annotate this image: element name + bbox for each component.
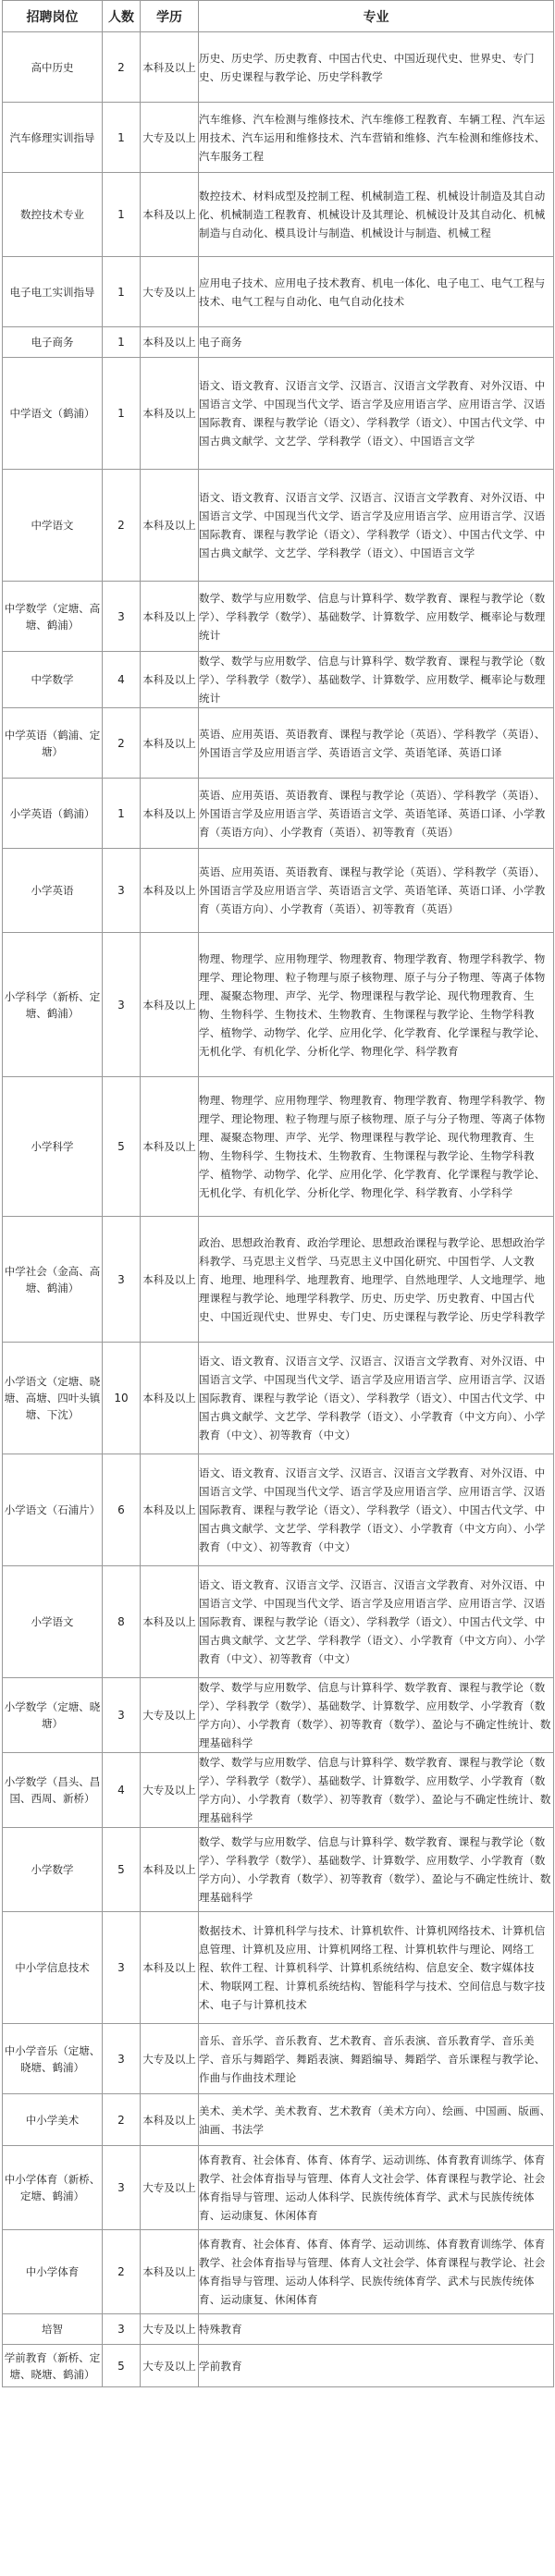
- major-cell: 数学、数学与应用数学、信息与计算科学、数学教育、课程与教学论（数学）、学科教学（数学）、基础数学、计算数学、应用数学、小学教育（数学方向）、小学教育（数学）、初等教育（数学）、盈论与不确定性统计、数理基础科学: [199, 1753, 554, 1828]
- count-cell: 5: [103, 2345, 141, 2387]
- count-cell: 5: [103, 1828, 141, 1912]
- table-row: [3, 2024, 554, 2094]
- table-row: [3, 358, 554, 470]
- count-cell: 3: [103, 933, 141, 1077]
- count-cell: 8: [103, 1566, 141, 1678]
- major-cell: 语文、语文教育、汉语言文学、汉语言、汉语言文学教育、对外汉语、中国语言文学、中国现当代文学、语言学及应用语言学、应用语言学、汉语国际教育、课程与教学论（语文）、学科教学（语文）、中国古代文学、中国古典文献学、文艺学、学科教学（语文）、小学教育（中文方向）、小学教育（中文）、初等教育（中文）: [199, 1566, 554, 1678]
- education-cell: 本科及以上: [141, 32, 199, 103]
- major-cell: 英语、应用英语、英语教育、课程与教学论（英语）、学科教学（英语）、外国语言学及应用语言学、英语语言文学、英语笔译、英语口译、小学教育（英语方向）、小学教育（英语）、初等教育（英语）: [199, 849, 554, 933]
- count-cell: 1: [103, 779, 141, 849]
- count-cell: 3: [103, 849, 141, 933]
- count-cell: 3: [103, 1912, 141, 2024]
- major-cell: 电子商务: [199, 327, 554, 358]
- education-cell: 大专及以上: [141, 2345, 199, 2387]
- education-cell: 本科及以上: [141, 1454, 199, 1566]
- count-cell: 2: [103, 2094, 141, 2146]
- recruitment-table: [2, 0, 554, 2387]
- table-body: [3, 32, 554, 2387]
- position-cell: 汽车修理实训指导: [3, 103, 103, 173]
- position-cell: 中学语文: [3, 470, 103, 582]
- table-row: [3, 2230, 554, 2314]
- table-row: [3, 32, 554, 103]
- major-cell: 美术、美术学、美术教育、艺术教育（美术方向）、绘画、中国画、版画、油画、书法学: [199, 2094, 554, 2146]
- count-cell: 3: [103, 582, 141, 652]
- major-cell: 数学、数学与应用数学、信息与计算科学、数学教育、课程与教学论（数学）、学科教学（数学）、基础数学、计算数学、应用数学、小学教育（数学方向）、小学教育（数学）、初等教育（数学）、盈论与不确定性统计、数理基础科学: [199, 1828, 554, 1912]
- education-cell: 本科及以上: [141, 708, 199, 779]
- position-cell: 中学语文（鹤浦）: [3, 358, 103, 470]
- count-cell: 2: [103, 470, 141, 582]
- header-position: 招聘岗位: [3, 1, 103, 32]
- position-cell: 中学英语（鹤浦、定塘）: [3, 708, 103, 779]
- position-cell: 中小学体育（新桥、定塘、鹤浦）: [3, 2146, 103, 2230]
- position-cell: 中学数学（定塘、高塘、鹤浦）: [3, 582, 103, 652]
- table-row: [3, 257, 554, 327]
- education-cell: 本科及以上: [141, 933, 199, 1077]
- major-cell: 物理、物理学、应用物理学、物理教育、物理学教育、物理学科教学、物理学、理论物理、粒子物理与原子核物理、原子与分子物理、等离子体物理、凝聚态物理、声学、光学、物理课程与教学论、现代物理教育、生物、生物科学、生物技术、生物教育、生物课程与教学论、生物学科教学、植物学、动物学、化学、应用化学、化学教育、化学课程与教学论、无机化学、有机化学、分析化学、物理化学、科学教育、小学科学: [199, 1077, 554, 1217]
- position-cell: 培智: [3, 2314, 103, 2345]
- position-cell: 小学科学（新桥、定塘、鹤浦）: [3, 933, 103, 1077]
- position-cell: 小学英语（鹤浦）: [3, 779, 103, 849]
- education-cell: 本科及以上: [141, 779, 199, 849]
- major-cell: 音乐、音乐学、音乐教育、艺术教育、音乐表演、音乐教育学、音乐美学、音乐与舞蹈学、舞蹈表演、舞蹈编导、舞蹈学、音乐课程与教学论、作曲与作曲技术理论: [199, 2024, 554, 2094]
- count-cell: 10: [103, 1343, 141, 1454]
- count-cell: 1: [103, 103, 141, 173]
- education-cell: 大专及以上: [141, 257, 199, 327]
- table-row: [3, 582, 554, 652]
- education-cell: 大专及以上: [141, 2024, 199, 2094]
- count-cell: 1: [103, 257, 141, 327]
- position-cell: 中学社会（金高、高塘、鹤浦）: [3, 1217, 103, 1343]
- table-row: [3, 708, 554, 779]
- table-row: [3, 2146, 554, 2230]
- major-cell: 语文、语文教育、汉语言文学、汉语言、汉语言文学教育、对外汉语、中国语言文学、中国现当代文学、语言学及应用语言学、应用语言学、汉语国际教育、课程与教学论（语文）、学科教学（语文）、中国古代文学、中国古典文献学、文艺学、学科教学（语文）、小学教育（中文方向）、小学教育（中文）、初等教育（中文）: [199, 1454, 554, 1566]
- count-cell: 5: [103, 1077, 141, 1217]
- count-cell: 4: [103, 1753, 141, 1828]
- major-cell: 数据技术、计算机科学与技术、计算机软件、计算机网络技术、计算机信息管理、计算机及应用、计算机网络工程、计算机软件与理论、网络工程、软件工程、计算机科学、计算机系统结构、信息安全、数字媒体技术、物联网工程、计算机系统结构、智能科学与技术、空间信息与数字技术、电子与计算机技术: [199, 1912, 554, 2024]
- position-cell: 数控技术专业: [3, 173, 103, 257]
- major-cell: 语文、语文教育、汉语言文学、汉语言、汉语言文学教育、对外汉语、中国语言文学、中国现当代文学、语言学及应用语言学、应用语言学、汉语国际教育、课程与教学论（语文）、学科教学（语文）、中国古代文学、中国古典文献学、文艺学、学科教学（语文）、中国语言文学: [199, 358, 554, 470]
- count-cell: 4: [103, 652, 141, 708]
- table-row: [3, 103, 554, 173]
- education-cell: 大专及以上: [141, 1753, 199, 1828]
- position-cell: 小学数学: [3, 1828, 103, 1912]
- position-cell: 中学数学: [3, 652, 103, 708]
- major-cell: 特殊教育: [199, 2314, 554, 2345]
- education-cell: 本科及以上: [141, 582, 199, 652]
- position-cell: 中小学体育: [3, 2230, 103, 2314]
- count-cell: 3: [103, 1217, 141, 1343]
- education-cell: 本科及以上: [141, 1912, 199, 2024]
- major-cell: 应用电子技术、应用电子技术教育、机电一体化、电子电工、电气工程与技术、电气工程与自动化、电气自动化技术: [199, 257, 554, 327]
- count-cell: 3: [103, 2146, 141, 2230]
- table-row: [3, 173, 554, 257]
- education-cell: 本科及以上: [141, 1217, 199, 1343]
- education-cell: 本科及以上: [141, 2094, 199, 2146]
- count-cell: 1: [103, 173, 141, 257]
- count-cell: 3: [103, 1678, 141, 1753]
- major-cell: 数学、数学与应用数学、信息与计算科学、数学教育、课程与教学论（数学）、学科教学（数学）、基础数学、计算数学、应用数学、概率论与数理统计: [199, 582, 554, 652]
- position-cell: 中小学美术: [3, 2094, 103, 2146]
- header-count: 人数: [103, 1, 141, 32]
- count-cell: 2: [103, 708, 141, 779]
- table-row: [3, 933, 554, 1077]
- education-cell: 大专及以上: [141, 2314, 199, 2345]
- education-cell: 本科及以上: [141, 470, 199, 582]
- major-cell: 历史、历史学、历史教育、中国古代史、中国近现代史、世界史、专门史、历史课程与教学论、历史学科教学: [199, 32, 554, 103]
- table-row: [3, 1077, 554, 1217]
- table-row: [3, 779, 554, 849]
- education-cell: 本科及以上: [141, 1343, 199, 1454]
- table-row: [3, 1912, 554, 2024]
- table-row: [3, 1566, 554, 1678]
- major-cell: 语文、语文教育、汉语言文学、汉语言、汉语言文学教育、对外汉语、中国语言文学、中国现当代文学、语言学及应用语言学、应用语言学、汉语国际教育、课程与教学论（语文）、学科教学（语文）、中国古代文学、中国古典文献学、文艺学、学科教学（语文）、小学教育（中文方向）、小学教育（中文）、初等教育（中文）: [199, 1343, 554, 1454]
- header-major: 专业: [199, 1, 554, 32]
- table-row: [3, 470, 554, 582]
- education-cell: 大专及以上: [141, 103, 199, 173]
- position-cell: 电子电工实训指导: [3, 257, 103, 327]
- table-row: [3, 1678, 554, 1753]
- table-row: [3, 327, 554, 358]
- major-cell: 体育教育、社会体育、体育、体育学、运动训练、体育教育训练学、体育教学、社会体育指导与管理、体育人文社会学、体育课程与教学论、社会体育指导与管理、运动人体科学、民族传统体育学、武术与民族传统体育、运动康复、休闲体育: [199, 2146, 554, 2230]
- major-cell: 语文、语文教育、汉语言文学、汉语言、汉语言文学教育、对外汉语、中国语言文学、中国现当代文学、语言学及应用语言学、应用语言学、汉语国际教育、课程与教学论（语文）、学科教学（语文）、中国古代文学、中国古典文献学、文艺学、学科教学（语文）、中国语言文学: [199, 470, 554, 582]
- table-row: [3, 1217, 554, 1343]
- count-cell: 6: [103, 1454, 141, 1566]
- position-cell: 小学英语: [3, 849, 103, 933]
- table-row: [3, 1454, 554, 1566]
- table-row: [3, 2094, 554, 2146]
- education-cell: 本科及以上: [141, 327, 199, 358]
- count-cell: 2: [103, 2230, 141, 2314]
- education-cell: 本科及以上: [141, 1566, 199, 1678]
- major-cell: 数学、数学与应用数学、信息与计算科学、数学教育、课程与教学论（数学）、学科教学（数学）、基础数学、计算数学、应用数学、小学教育（数学方向）、小学教育（数学）、初等教育（数学）、盈论与不确定性统计、数理基础科学: [199, 1678, 554, 1753]
- position-cell: 小学数学（昌头、昌国、西周、新桥）: [3, 1753, 103, 1828]
- major-cell: 学前教育: [199, 2345, 554, 2387]
- position-cell: 小学数学（定塘、晓塘）: [3, 1678, 103, 1753]
- major-cell: 汽车维修、汽车检测与维修技术、汽车维修工程教育、车辆工程、汽车运用技术、汽车运用和维修技术、汽车营销和维修、汽车检测和维修技术、汽车服务工程: [199, 103, 554, 173]
- table-row: [3, 1828, 554, 1912]
- position-cell: 小学语文（石浦片）: [3, 1454, 103, 1566]
- education-cell: 本科及以上: [141, 173, 199, 257]
- count-cell: 1: [103, 327, 141, 358]
- position-cell: 高中历史: [3, 32, 103, 103]
- major-cell: 体育教育、社会体育、体育、体育学、运动训练、体育教育训练学、体育教学、社会体育指导与管理、体育人文社会学、体育课程与教学论、社会体育指导与管理、运动人体科学、民族传统体育学、武术与民族传统体育、运动康复、休闲体育: [199, 2230, 554, 2314]
- count-cell: 2: [103, 32, 141, 103]
- education-cell: 本科及以上: [141, 2230, 199, 2314]
- education-cell: 大专及以上: [141, 2146, 199, 2230]
- education-cell: 本科及以上: [141, 1077, 199, 1217]
- education-cell: 本科及以上: [141, 1828, 199, 1912]
- major-cell: 数学、数学与应用数学、信息与计算科学、数学教育、课程与教学论（数学）、学科教学（数学）、基础数学、计算数学、应用数学、概率论与数理统计: [199, 652, 554, 708]
- position-cell: 小学语文（定塘、晓塘、高塘、四叶头镇塘、下沈）: [3, 1343, 103, 1454]
- position-cell: 学前教育（新桥、定塘、晓塘、鹤浦）: [3, 2345, 103, 2387]
- education-cell: 大专及以上: [141, 1678, 199, 1753]
- position-cell: 小学科学: [3, 1077, 103, 1217]
- major-cell: 数控技术、材料成型及控制工程、机械制造工程、机械设计制造及其自动化、机械制造工程教育、机械设计及其理论、机械设计及其自动化、机械制造与自动化、模具设计与制造、机械设计与制造、机械工程: [199, 173, 554, 257]
- education-cell: 本科及以上: [141, 652, 199, 708]
- header-education: 学历: [141, 1, 199, 32]
- count-cell: 3: [103, 2024, 141, 2094]
- education-cell: 本科及以上: [141, 358, 199, 470]
- table-row: [3, 1343, 554, 1454]
- table-row: [3, 652, 554, 708]
- table-row: [3, 2314, 554, 2345]
- position-cell: 中小学信息技术: [3, 1912, 103, 2024]
- major-cell: 英语、应用英语、英语教育、课程与教学论（英语）、学科教学（英语）、外国语言学及应用语言学、英语语言文学、英语笔译、英语口译: [199, 708, 554, 779]
- count-cell: 1: [103, 358, 141, 470]
- major-cell: 英语、应用英语、英语教育、课程与教学论（英语）、学科教学（英语）、外国语言学及应用语言学、英语语言文学、英语笔译、英语口译、小学教育（英语方向）、小学教育（英语）、初等教育（英语）: [199, 779, 554, 849]
- position-cell: 电子商务: [3, 327, 103, 358]
- table-row: [3, 849, 554, 933]
- education-cell: 本科及以上: [141, 849, 199, 933]
- major-cell: 政治、思想政治教育、政治学理论、思想政治课程与教学论、思想政治学科教学、马克思主义哲学、马克思主义中国化研究、中国哲学、人文教育、地理、地理科学、地理教育、地理学、自然地理学、人文地理学、地理课程与教学论、地理学科教学、历史、历史学、历史教育、中国古代史、中国近现代史、世界史、专门史、历史课程与教学论、历史学科教学: [199, 1217, 554, 1343]
- table-row: [3, 1753, 554, 1828]
- position-cell: 小学语文: [3, 1566, 103, 1678]
- count-cell: 3: [103, 2314, 141, 2345]
- position-cell: 中小学音乐（定塘、晓塘、鹤浦）: [3, 2024, 103, 2094]
- table-row: [3, 2345, 554, 2387]
- header-row: [3, 1, 554, 32]
- major-cell: 物理、物理学、应用物理学、物理教育、物理学教育、物理学科教学、物理学、理论物理、粒子物理与原子核物理、原子与分子物理、等离子体物理、凝聚态物理、声学、光学、物理课程与教学论、现代物理教育、生物、生物科学、生物技术、生物教育、生物课程与教学论、生物学科教学、植物学、动物学、化学、应用化学、化学教育、化学课程与教学论、无机化学、有机化学、分析化学、物理化学、科学教育: [199, 933, 554, 1077]
